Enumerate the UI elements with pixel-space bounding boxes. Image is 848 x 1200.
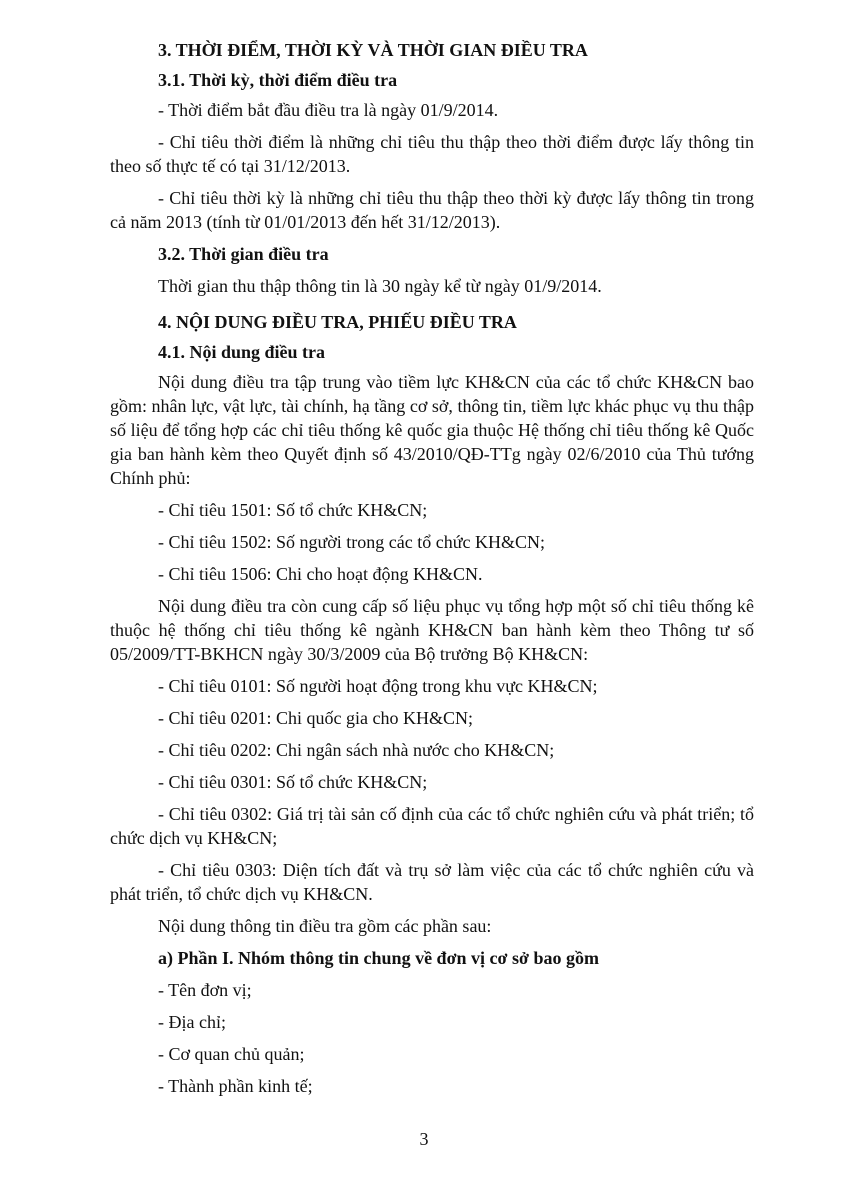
list-item: - Chỉ tiêu 0303: Diện tích đất và trụ sở làm việc của các tổ chức nghiên cứu và phát triển, tổ chức dịch vụ KH&CN. [110,860,754,904]
part-heading: a) Phần I. Nhóm thông tin chung về đơn vị cơ sở bao gồm [158,948,599,968]
list-item: - Chỉ tiêu 0202: Chi ngân sách nhà nước cho KH&CN; [158,740,555,760]
section-heading-3: 3. THỜI ĐIỂM, THỜI KỲ VÀ THỜI GIAN ĐIỀU TRA [158,40,588,60]
subsection-heading-3-2: 3.2. Thời gian điều tra [158,244,329,264]
paragraph: Thời gian thu thập thông tin là 30 ngày kể từ ngày 01/9/2014. [158,276,602,296]
list-item: - Chỉ tiêu 1501: Số tổ chức KH&CN; [158,500,428,520]
subsection-heading-4-1: 4.1. Nội dung điều tra [158,342,326,362]
paragraph: - Chỉ tiêu thời kỳ là những chỉ tiêu thu thập theo thời kỳ được lấy thông tin trong cả năm 2013 (tính từ 01/01/2013 đến hết 31/12/2013). [110,188,754,232]
page-number: 3 [419,1129,429,1149]
list-item: - Địa chỉ; [158,1012,226,1032]
list-item: - Chỉ tiêu 0101: Số người hoạt động trong khu vực KH&CN; [158,676,598,696]
document-page [110,38,754,1106]
list-item: - Chỉ tiêu 1506: Chi cho hoạt động KH&CN. [158,564,483,584]
paragraph: - Thời điểm bắt đầu điều tra là ngày 01/9/2014. [158,100,499,120]
list-item: - Chỉ tiêu 0201: Chi quốc gia cho KH&CN; [158,708,473,728]
list-item: - Thành phần kinh tế; [158,1076,313,1096]
list-item: - Chỉ tiêu 0302: Giá trị tài sản cố định của các tổ chức nghiên cứu và phát triển; tổ chức dịch vụ KH&CN; [110,804,754,848]
subsection-heading-3-1: 3.1. Thời kỳ, thời điểm điều tra [158,70,398,90]
list-item: - Tên đơn vị; [158,980,252,1000]
paragraph: Nội dung điều tra tập trung vào tiềm lực KH&CN của các tổ chức KH&CN bao gồm: nhân lực, vật lực, tài chính, hạ tầng cơ sở, thông tin, tiềm lực khác phục vụ thu thập số liệu để tổng hợp các chỉ tiêu thống kê quốc gia thuộc Hệ thống chỉ tiêu thống kê Quốc gia ban hành kèm theo Quyết định số 43/2010/QĐ-TTg ngày 02/6/2010 của Thủ tướng Chính phủ: [110,372,754,488]
section-heading-4: 4. NỘI DUNG ĐIỀU TRA, PHIẾU ĐIỀU TRA [158,312,517,332]
paragraph: Nội dung thông tin điều tra gồm các phần sau: [158,916,492,936]
list-item: - Chỉ tiêu 0301: Số tổ chức KH&CN; [158,772,428,792]
paragraph: - Chỉ tiêu thời điểm là những chỉ tiêu thu thập theo thời điểm được lấy thông tin theo số thực tế có tại 31/12/2013. [110,132,754,176]
paragraph: Nội dung điều tra còn cung cấp số liệu phục vụ tổng hợp một số chỉ tiêu thống kê thuộc hệ thống chỉ tiêu thống kê ngành KH&CN ban hành kèm theo Thông tư số 05/2009/TT-BKHCN ngày 30/3/2009 của Bộ trưởng Bộ KH&CN: [110,596,754,664]
list-item: - Cơ quan chủ quản; [158,1044,305,1064]
list-item: - Chỉ tiêu 1502: Số người trong các tổ chức KH&CN; [158,532,545,552]
